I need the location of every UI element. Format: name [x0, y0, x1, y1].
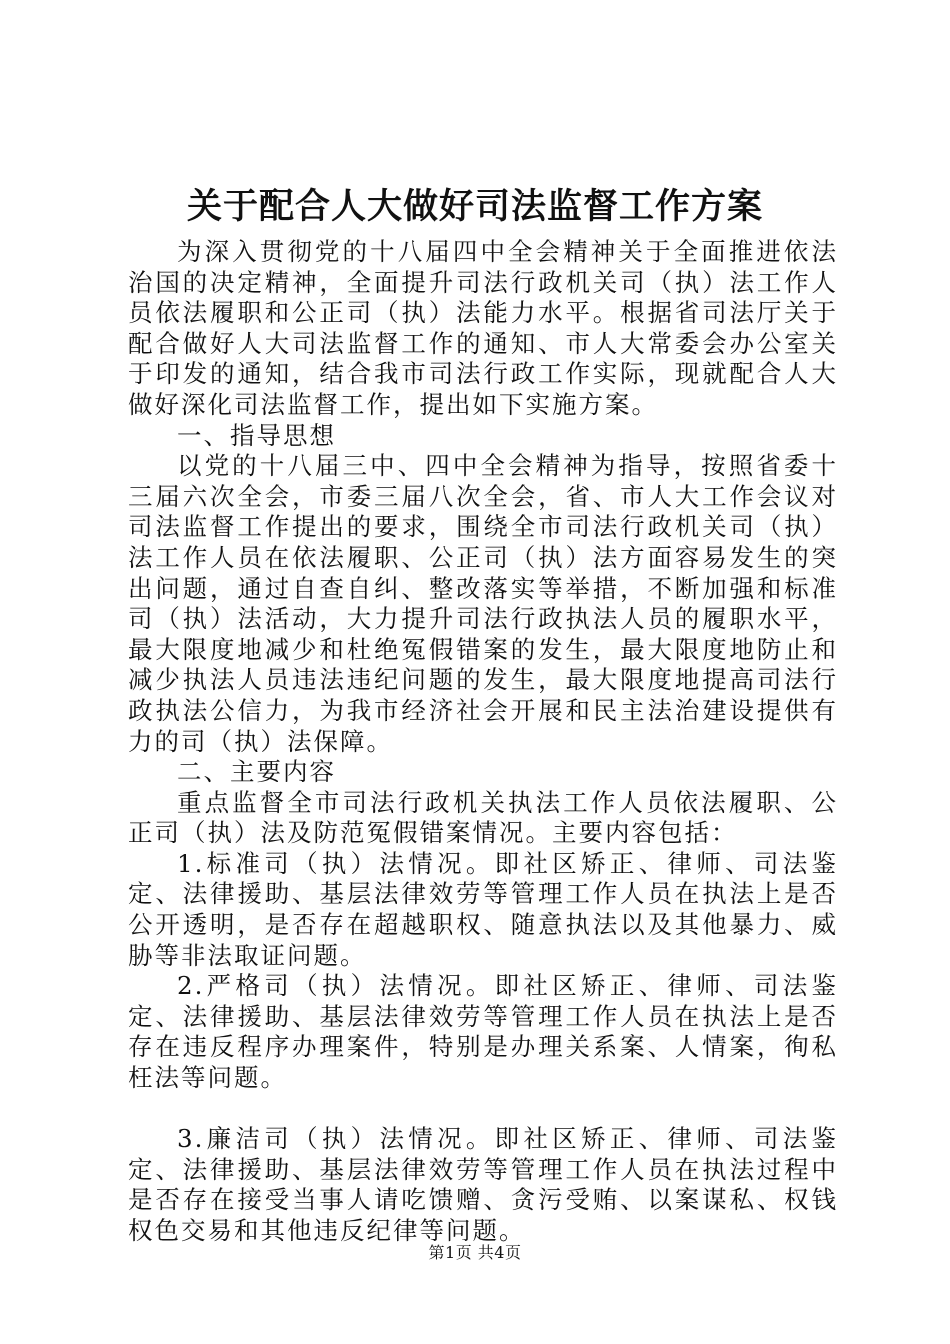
page-footer: 第1页 共4页 [428, 1243, 522, 1262]
document-title: 关于配合人大做好司法监督工作方案 [186, 186, 763, 227]
guiding-paragraph: 以党的十八届三中、四中全会精神为指导，按照省委十三届六次全会，市委三届八次全会，省、市人大工作会议对司法监督工作提出的要求，围绕全市司法行政机关司（执）法工作人员在依法履职、公正司（执）法方面容易发生的突出问题，通过自查自纠、整改落实等举措，不断加强和标准司（执）法活动，大力提升司法行政执法人员的履职水平，最大限度地减少和杜绝冤假错案的发生，最大限度地防止和减少执法人员违法违纪问题的发生，最大限度地提高司法行政执法公信力，为我市经济社会开展和民主法治建设提供有力的司（执）法保障。 [128, 451, 838, 756]
document-body [128, 237, 838, 1247]
list-item-standard: 1.标准司（执）法情况。即社区矫正、律师、司法鉴定、法律援助、基层法律效劳等管理工作人员在执法上是否公开透明，是否存在超越职权、随意执法以及其他暴力、威胁等非法取证问题。 [128, 848, 838, 970]
section-heading-guiding: 一、指导思想 [177, 420, 336, 450]
intro-paragraph: 为深入贯彻党的十八届四中全会精神关于全面推进依法治国的决定精神，全面提升司法行政机关司（执）法工作人员依法履职和公正司（执）法能力水平。根据省司法厅关于配合做好人大司法监督工作的通知、市人大常委会办公室关于印发的通知，结合我市司法行政工作实际，现就配合人大做好深化司法监督工作，提出如下实施方案。 [128, 237, 838, 419]
list-item-clean: 3.廉洁司（执）法情况。即社区矫正、律师、司法鉴定、法律援助、基层法律效劳等管理工作人员在执法过程中是否存在接受当事人请吃馈赠、贪污受贿、以案谋私、权钱权色交易和其他违反纪律等问题。 [128, 1124, 838, 1245]
section-heading-main: 二、主要内容 [177, 757, 336, 787]
list-item-strict: 2.严格司（执）法情况。即社区矫正、律师、司法鉴定、法律援助、基层法律效劳等管理工作人员在执法上是否存在违反程序办理案件，特别是办理关系案、人情案，徇私枉法等问题。 [128, 971, 838, 1093]
main-content-paragraph: 重点监督全市司法行政机关执法工作人员依法履职、公正司（执）法及防范冤假错案情况。主要内容包括： [128, 787, 838, 848]
